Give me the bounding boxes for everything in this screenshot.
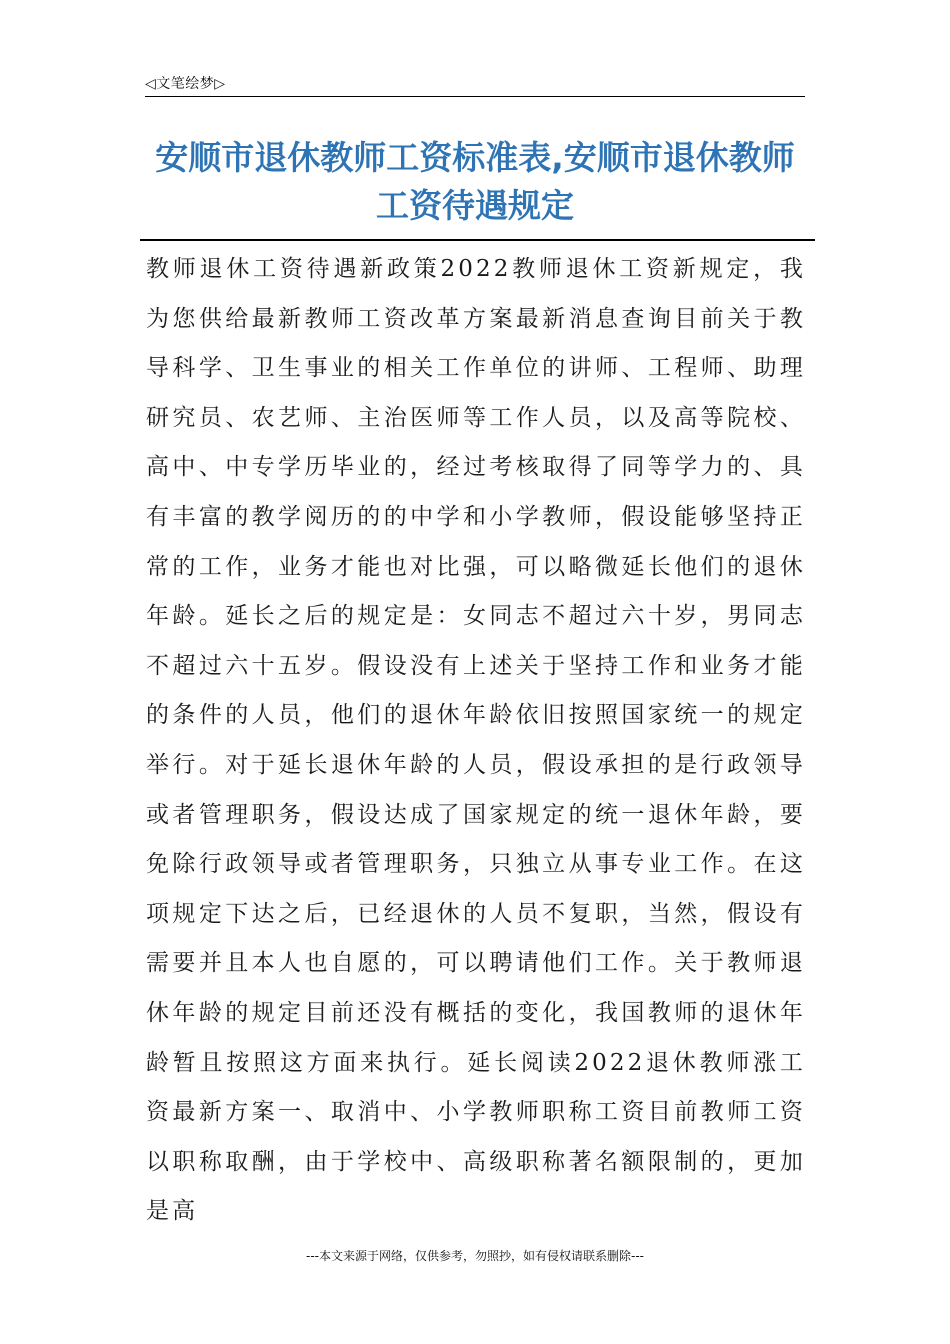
footer-disclaimer: ---本文来源于网络，仅供参考，勿照抄，如有侵权请联系删除--- <box>306 1249 644 1263</box>
header-brand: ◁文笔绘梦▷ <box>145 76 226 92</box>
document-title: 安顺市退休教师工资标准表,安顺市退休教师工资待遇规定 <box>155 138 795 225</box>
header-divider <box>145 96 805 97</box>
title-divider <box>140 239 815 241</box>
document-body: 教师退休工资待遇新政策2022教师退休工资新规定，我为您供给最新教师工资改革方案最新消息查询目前关于教导科学、卫生事业的相关工作单位的讲师、工程师、助理研究员、农艺师、主治医师等工作人员，以及高等院校、高中、中专学历毕业的，经过考核取得了同等学力的、具有丰富的教学阅历的的中学和小学教师，假设能够坚持正常的工作，业务才能也对比强，可以略微延长他们的退休年龄。延长之后的规定是：女同志不超过六十岁，男同志不超过六十五岁。假设没有上述关于坚持工作和业务才能的条件的人员，他们的退休年龄依旧按照国家统一的规定举行。对于延长退休年龄的人员，假设承担的是行政领导或者管理职务，假设达成了国家规定的统一退休年龄，要免除行政领导或者管理职务，只独立从事专业工作。在这项规定下达之后，已经退休的人员不复职，当然，假设有需要并且本人也自愿的，可以聘请他们工作。关于教师退休年龄的规定目前还没有概括的变化，我国教师的退休年龄暂且按照这方面来执行。延长阅读2022退休教师涨工资最新方案一、取消中、小学教师职称工资目前教师工资以职称取酬，由于学校中、高级职称著名额限制的，更加是高 <box>146 256 806 1225</box>
